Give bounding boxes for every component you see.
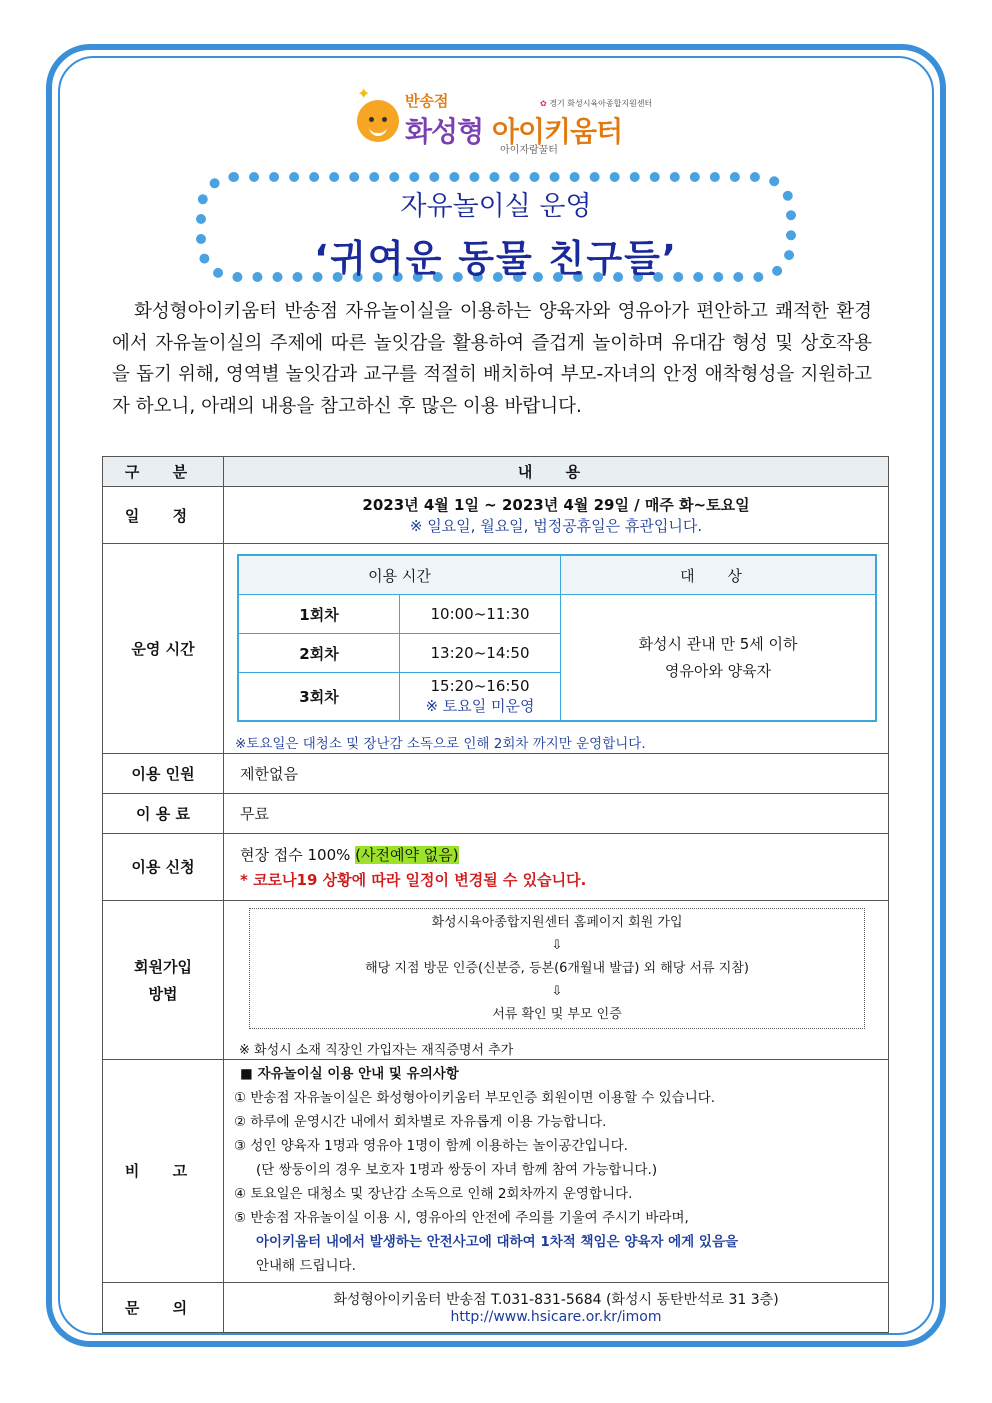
apply-label: 이용 신청: [103, 833, 224, 900]
join-note: ※ 화성시 소재 직장인 가입자는 재직증명서 추가: [239, 1042, 514, 1058]
logo-face-icon: [357, 100, 399, 142]
header-category: 구 분: [103, 457, 224, 487]
fee-value: 무료: [224, 793, 889, 833]
hours-table: [237, 554, 877, 722]
inner-header-time: 이용 시간: [238, 555, 561, 595]
apply-value: 현장 접수 100% (사전예약 없음): [240, 845, 459, 864]
fee-label: 이 용 료: [103, 793, 224, 833]
down-arrow-icon: ⇩: [551, 937, 563, 953]
remarks-row: [103, 1059, 889, 1282]
join-label-line2: 방법: [148, 984, 178, 1003]
hours-row: [103, 544, 889, 754]
capacity-row: [103, 753, 889, 793]
table-header-row: [103, 457, 889, 487]
capacity-label: 이용 인원: [103, 753, 224, 793]
remarks-heading: ■ 자유놀이실 이용 안내 및 유의사항: [240, 1065, 459, 1082]
schedule-dates: 2023년 4월 1일 ~ 2023년 4월 29일 / 매주 화~토요일: [362, 496, 750, 514]
session-1-name: 1회차: [238, 595, 400, 634]
logo-subtitle: 아이자람꿀터: [500, 145, 558, 156]
title-line1: 자유놀이실 운영: [400, 191, 592, 222]
join-label-line1: 회원가입: [134, 957, 192, 976]
apply-highlight: (사전예약 없음): [355, 845, 459, 864]
down-arrow-icon: ⇩: [551, 983, 563, 999]
session-3-name: 3회차: [238, 673, 400, 721]
capacity-value: 제한없음: [224, 753, 889, 793]
remarks-item: (단 쌍둥이의 경우 보호자 1명과 쌍둥이 자녀 함께 참여 가능합니다.): [256, 1161, 658, 1178]
title-line2: ‘귀여운 동물 친구들’: [314, 237, 678, 280]
contact-info: 화성형아이키움터 반송점 T.031-831-5684 (화성시 동탄반석로 31 3층): [333, 1292, 779, 1308]
remarks-item: ② 하루에 운영시간 내에서 회차별로 자유롭게 이용 가능합니다.: [234, 1113, 607, 1130]
join-row: [103, 900, 889, 1059]
header-content: 내 용: [224, 457, 889, 487]
contact-url-link[interactable]: http://www.hsicare.or.kr/imom: [450, 1309, 662, 1325]
center-logo: ✿ 경기 화성시육아종합지원센터: [540, 99, 653, 108]
logo-branch: 반송점: [405, 92, 449, 110]
remarks-closing: 안내해 드립니다.: [256, 1257, 356, 1274]
contact-label: 문 의: [103, 1282, 224, 1332]
remarks-item: ① 반송점 자유놀이실은 화성형아이키움터 부모인증 회원이면 이용할 수 있습니다.: [234, 1089, 716, 1106]
hours-footnote: ※토요일은 대청소 및 장난감 소독으로 인해 2회차 까지만 운영합니다.: [235, 735, 646, 752]
logo-name: 화성형 아이키움터: [405, 115, 623, 148]
remarks-emphasis: 아이키움터 내에서 발생하는 안전사고에 대하여 1차적 책임은 양육자 에게 있음을: [256, 1233, 739, 1250]
session-2-name: 2회차: [238, 634, 400, 673]
logo: [355, 84, 653, 158]
session-3-note: ※ 토요일 미운영: [425, 696, 535, 715]
hours-label: 운영 시간: [103, 544, 224, 754]
join-step2: 해당 지점 방문 인증(신분증, 등본(6개월내 발급) 외 해당 서류 지참): [365, 960, 749, 976]
remarks-item: ④ 토요일은 대청소 및 장난감 소독으로 인해 2회차까지 운영합니다.: [234, 1185, 633, 1202]
remarks-label: 비 고: [103, 1059, 224, 1282]
star-icon: ✦: [357, 84, 371, 103]
apply-warning: * 코로나19 상황에 따라 일정이 변경될 수 있습니다.: [240, 870, 587, 889]
remarks-item: ⑤ 반송점 자유놀이실 이용 시, 영유아의 안전에 주의를 기울여 주시기 바라며,: [234, 1209, 689, 1226]
schedule-closed-note: ※ 일요일, 월요일, 법정공휴일은 휴관입니다.: [409, 517, 703, 535]
remarks-item: ③ 성인 양육자 1명과 영유아 1명이 함께 이용하는 놀이공간입니다.: [234, 1137, 628, 1154]
join-step1: 화성시육아종합지원센터 홈페이지 회원 가입: [431, 914, 683, 930]
schedule-row: [103, 487, 889, 544]
session-1-time: 10:00~11:30: [400, 595, 561, 634]
session-2-time: 13:20~14:50: [400, 634, 561, 673]
target-cell: [561, 595, 877, 721]
intro-paragraph: 화성형아이키움터 반송점 자유놀이실을 이용하는 양육자와 영유아가 편안하고 쾌적한 환경에서 자유놀이실의 주제에 따른 놀잇감을 활용하여 즐겁게 놀이하며 유대감 형성 및 상호작용을 돕기 위해, 영역별 놀잇감과 교구를 적절히 배치하여 부모-자녀의 안정 애착형성을 지원하고자 하오니, 아래의 내용을 참고하신 후 많은 이용 바랍니다.: [112, 301, 872, 417]
target-line2: 영유아와 양육자: [664, 662, 772, 681]
info-table: [102, 456, 889, 1333]
apply-row: [103, 833, 889, 900]
join-steps-box: [249, 908, 865, 1029]
target-line1: 화성시 관내 만 5세 이하: [638, 635, 798, 654]
session-3-time: 15:20~16:50: [430, 676, 530, 695]
inner-header-target: 대 상: [561, 555, 877, 595]
schedule-label: 일 정: [103, 487, 224, 544]
fee-row: [103, 793, 889, 833]
join-step3: 서류 확인 및 부모 인증: [492, 1006, 622, 1022]
contact-row: [103, 1282, 889, 1332]
